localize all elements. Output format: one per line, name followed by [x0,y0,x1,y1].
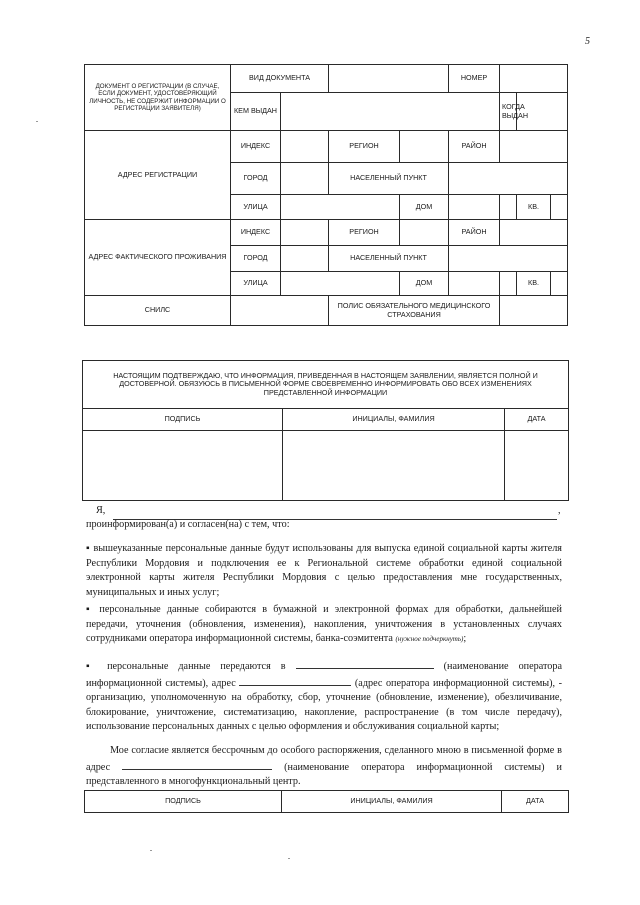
reg-settlement-label: НАСЕЛЕННЫЙ ПУНКТ [329,163,449,195]
reg-apt-label: КВ. [517,195,551,220]
act-district-label: РАЙОН [449,220,500,246]
act-apt-field[interactable] [551,272,568,296]
consent-bullet-2-text: ▪ персональные данные собираются в бумажной и электронной формах для обработки, дальнейшей передачи, уточнения (обновления, изменения), накопления, уничтожения в установленных случаях сотрудниками оператора информационной системы, банка-соэмитента [86,604,562,644]
operator-address-blank[interactable] [239,675,351,686]
page-number: 5 [585,36,590,47]
scan-speck [150,850,152,851]
act-house-label: ДОМ [400,272,449,296]
reg-apt-spacer [500,195,517,220]
act-city-field[interactable] [281,246,329,272]
confirm-name-label: ИНИЦИАЛЫ, ФАМИЛИЯ [283,409,505,431]
address-registration-label: АДРЕС РЕГИСТРАЦИИ [85,131,231,220]
operator-name-blank[interactable] [296,658,434,669]
doc-type-label: ВИД ДОКУМЕНТА [231,65,329,93]
final-signature-label: ПОДПИСЬ [85,791,282,813]
consent-bullet-2 [86,603,562,647]
confirmation-table [82,360,569,501]
oms-label: ПОЛИС ОБЯЗАТЕЛЬНОГО МЕДИЦИНСКОГО СТРАХОВАНИЯ [329,296,500,326]
final-date-label: ДАТА [502,791,569,813]
doc-type-field[interactable] [329,65,449,93]
confirm-signature-field[interactable] [83,431,283,501]
act-apt-label: КВ. [517,272,551,296]
reg-district-label: РАЙОН [449,131,500,163]
scan-speck [288,858,290,859]
act-district-field[interactable] [500,220,568,246]
number-field[interactable] [500,65,568,93]
issued-by-field[interactable] [281,93,500,131]
act-index-field[interactable] [281,220,329,246]
reg-region-label: РЕГИОН [329,131,400,163]
act-settlement-field[interactable] [449,246,568,272]
scan-speck [36,121,38,122]
reg-district-field[interactable] [500,131,568,163]
snils-label: СНИЛС [85,296,231,326]
confirm-signature-label: ПОДПИСЬ [83,409,283,431]
reg-street-field[interactable] [281,195,400,220]
final-name-label: ИНИЦИАЛЫ, ФАМИЛИЯ [282,791,502,813]
confirm-date-field[interactable] [505,431,569,501]
registration-table [84,64,568,326]
address-actual-label: АДРЕС ФАКТИЧЕСКОГО ПРОЖИВАНИЯ [85,220,231,296]
issued-when-label: КОГДА ВЫДАН [500,93,517,131]
reg-house-label: ДОМ [400,195,449,220]
number-label: НОМЕР [449,65,500,93]
consent-bullet-3 [86,658,562,735]
confirmation-text: НАСТОЯЩИМ ПОДТВЕРЖДАЮ, ЧТО ИНФОРМАЦИЯ, ПРИВЕДЕННАЯ В НАСТОЯЩЕМ ЗАЯВЛЕНИИ, ЯВЛЯЕТСЯ ПОЛНОЙ И ДОСТОВЕРНОЙ. ОБЯЗУЮСЬ В ПИСЬМЕННОЙ ФОРМЕ СВОЕВРЕМЕННО ИНФОРМИРОВАТЬ ОБО ВСЕХ ИЗМЕНЕНИЯХ ПРЕДСТАВЛЕННОЙ ИНФОРМАЦИИ [83,361,569,409]
act-street-field[interactable] [281,272,400,296]
reg-house-field[interactable] [449,195,500,220]
consent-bullet-3-b: (наименование оператора информационной системы), адрес [86,661,563,689]
act-house-field[interactable] [449,272,500,296]
issued-by-label: КЕМ ВЫДАН [231,93,281,131]
consent-final-a: Мое согласие является бессрочным до особого распоряжения, сделанного мною в письменной форме в адрес [86,745,562,773]
act-city-label: ГОРОД [231,246,281,272]
consent-final [86,744,562,790]
act-street-label: УЛИЦА [231,272,281,296]
act-region-field[interactable] [400,220,449,246]
consent-bullet-1: ▪ вышеуказанные персональные данные будут использованы для выпуска единой социальной карты жителя Республики Мордовия и подключения ее к Региональной системе обработки единой социальной электронной карты жителя Республики Мордовия с целью предоставления мне государственных, муниципальных и иных услуг; [86,543,562,598]
consent-bullet-2-end: ; [463,633,467,644]
act-index-label: ИНДЕКС [231,220,281,246]
reg-city-label: ГОРОД [231,163,281,195]
confirm-name-field[interactable] [283,431,505,501]
confirm-date-label: ДАТА [505,409,569,431]
consent-bullet-3-a: ▪ персональные данные передаются в [86,661,286,672]
snils-field[interactable] [231,296,329,326]
reg-region-field[interactable] [400,131,449,163]
act-apt-spacer [500,272,517,296]
act-region-label: РЕГИОН [329,220,400,246]
reg-street-label: УЛИЦА [231,195,281,220]
doc-registration-label: ДОКУМЕНТ О РЕГИСТРАЦИИ (В СЛУЧАЕ, ЕСЛИ ДОКУМЕНТ, УДОСТОВЕРЯЮЩИЙ ЛИЧНОСТЬ, НЕ СОДЕРЖИТ ИНФОРМАЦИИ О РЕГИСТРАЦИИ ЗАЯВИТЕЛЯ) [85,65,231,131]
reg-index-field[interactable] [281,131,329,163]
reg-index-label: ИНДЕКС [231,131,281,163]
reg-settlement-field[interactable] [449,163,568,195]
consent-comma: , [558,505,561,516]
consent-bullet-2-note: (нужное подчеркнуть) [395,635,464,643]
consent-final-b: (наименование оператора информационной системы) и представленного в многофункциональный центр. [86,761,562,787]
signature-table [84,790,569,813]
consent-ya: Я, [96,505,106,516]
consent-bullet-3-c: (адрес оператора информационной системы), - организацию, уполномоченную на обработку, сбор, уточнение (обновление, изменение), обезличивание, блокирование, уничтожение, систематизацию, накопление, распространение (в том числе передачу), использование персональных данных с целью оформления и обслуживания социальной карты; [86,677,563,732]
final-operator-blank[interactable] [122,759,272,770]
oms-field[interactable] [500,296,568,326]
reg-apt-field[interactable] [551,195,568,220]
act-settlement-label: НАСЕЛЕННЫЙ ПУНКТ [329,246,449,272]
reg-city-field[interactable] [281,163,329,195]
consent-informed: проинформирован(а) и согласен(на) с тем, что: [86,519,290,530]
